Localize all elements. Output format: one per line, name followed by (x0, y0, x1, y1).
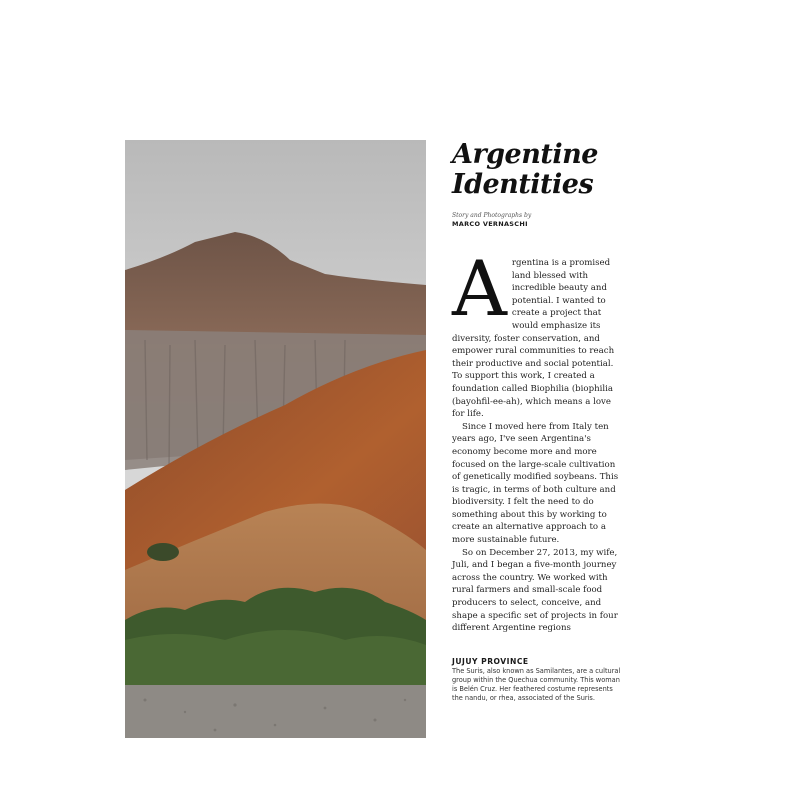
title-line-1: Argentine (452, 139, 598, 170)
photo-caption: The Suris, also known as Samilantes, are a cultural group within the Quechua community. This woman is Belén Cruz. Her feathered costume represents the nandu, or rhea, associated of the Suris. (452, 666, 621, 703)
byline-label: Story and Photographs by (452, 212, 532, 219)
paragraph-3: So on December 27, 2013, my wife, Juli, and I began a five-month journey across the country. We worked with rural farmers and small-scale food producers to select, conceive, and shape a specific set of projects in four different Argentine regions (452, 547, 618, 634)
landscape-photo (125, 140, 426, 738)
drop-cap: A (452, 244, 507, 333)
article-column (452, 140, 624, 704)
paragraph-2: Since I moved here from Italy ten years ago, I've seen Argentina's economy become more and more focused on the large-scale cultivation of genetically modified soybeans. This is tragic, in terms of both culture and biodiversity. I felt the need to do something about this by working to create an alternative approach to a more sustainable future. (452, 421, 619, 546)
article-title (452, 140, 624, 200)
title-line-2: Identities (452, 169, 594, 200)
article-body (452, 244, 624, 635)
mountain-landscape-image (125, 140, 426, 738)
lone-shrub (147, 543, 179, 561)
byline-author: MARCO VERNASCHI (452, 220, 528, 228)
paragraph-1: Argentina is a promised land blessed with incredible beauty and potential. I wanted to create a project that would emphasize its diversity, foster conservation, and empower rural communities to reach their productive and social potential. To support this work, I created a foundation called Biophilia (biophilia (bayohfil-ee-ah), which means a love for life. (452, 244, 615, 420)
section-heading: JUJUY PROVINCE (452, 656, 529, 666)
gravel-riverbed (125, 685, 426, 738)
